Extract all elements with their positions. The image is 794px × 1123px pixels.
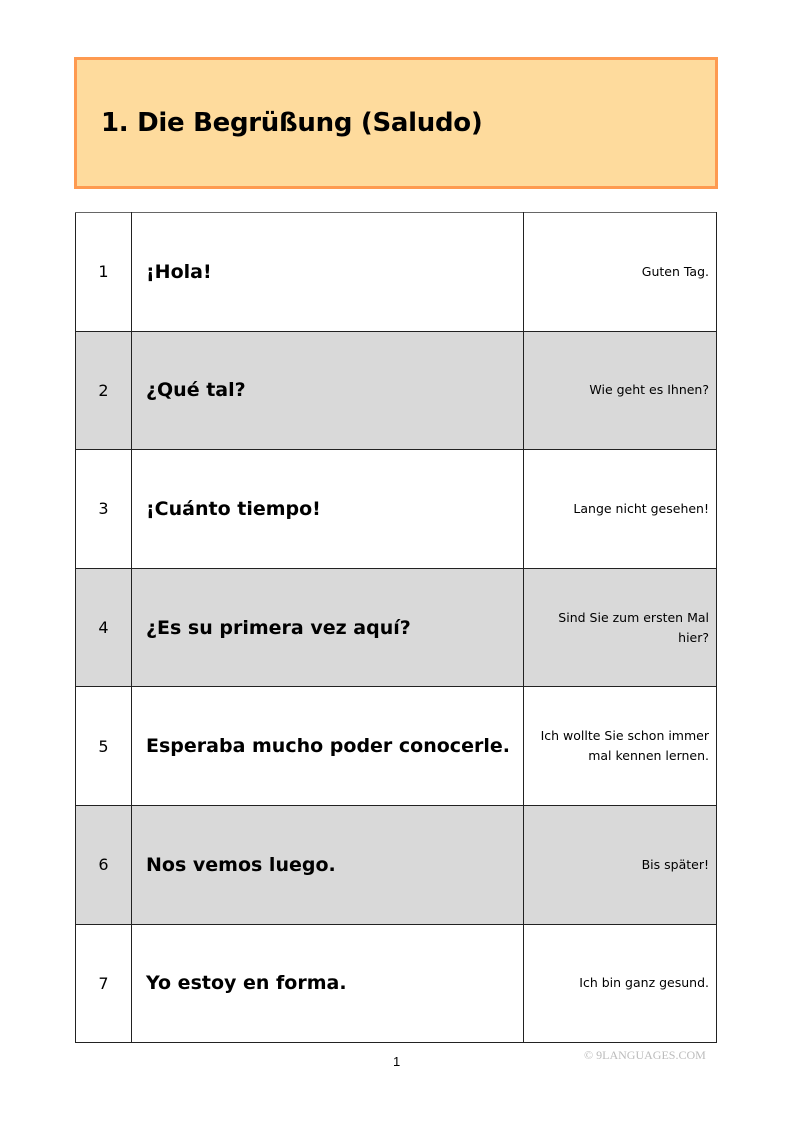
- spanish-phrase: Nos vemos luego.: [132, 805, 524, 924]
- page-number: 1: [393, 1054, 401, 1069]
- table-row: [76, 568, 717, 687]
- row-number: 1: [76, 213, 132, 332]
- spanish-phrase: ¡Cuánto tiempo!: [132, 450, 524, 569]
- row-number: 6: [76, 805, 132, 924]
- page-title: 1. Die Begrüßung (Saludo): [101, 108, 483, 138]
- spanish-phrase: Esperaba mucho poder conocerle.: [132, 687, 524, 806]
- row-number: 5: [76, 687, 132, 806]
- title-box: [74, 57, 718, 189]
- table-row: [76, 450, 717, 569]
- spanish-phrase: ¿Qué tal?: [132, 331, 524, 450]
- spanish-phrase: ¿Es su primera vez aquí?: [132, 568, 524, 687]
- table-row: [76, 213, 717, 332]
- german-translation: Guten Tag.: [524, 213, 717, 332]
- row-number: 3: [76, 450, 132, 569]
- row-number: 4: [76, 568, 132, 687]
- german-translation: Sind Sie zum ersten Mal hier?: [524, 568, 717, 687]
- german-translation: Lange nicht gesehen!: [524, 450, 717, 569]
- row-number: 7: [76, 924, 132, 1043]
- german-translation: Ich bin ganz gesund.: [524, 924, 717, 1043]
- spanish-phrase: Yo estoy en forma.: [132, 924, 524, 1043]
- row-number: 2: [76, 331, 132, 450]
- table-row: [76, 331, 717, 450]
- german-translation: Bis später!: [524, 805, 717, 924]
- german-translation: Wie geht es Ihnen?: [524, 331, 717, 450]
- phrase-table: [75, 212, 717, 1043]
- table-row: [76, 924, 717, 1043]
- spanish-phrase: ¡Hola!: [132, 213, 524, 332]
- copyright: © 9LANGUAGES.COM: [584, 1048, 706, 1062]
- table-row: [76, 805, 717, 924]
- german-translation: Ich wollte Sie schon immer mal kennen lernen.: [524, 687, 717, 806]
- table-row: [76, 687, 717, 806]
